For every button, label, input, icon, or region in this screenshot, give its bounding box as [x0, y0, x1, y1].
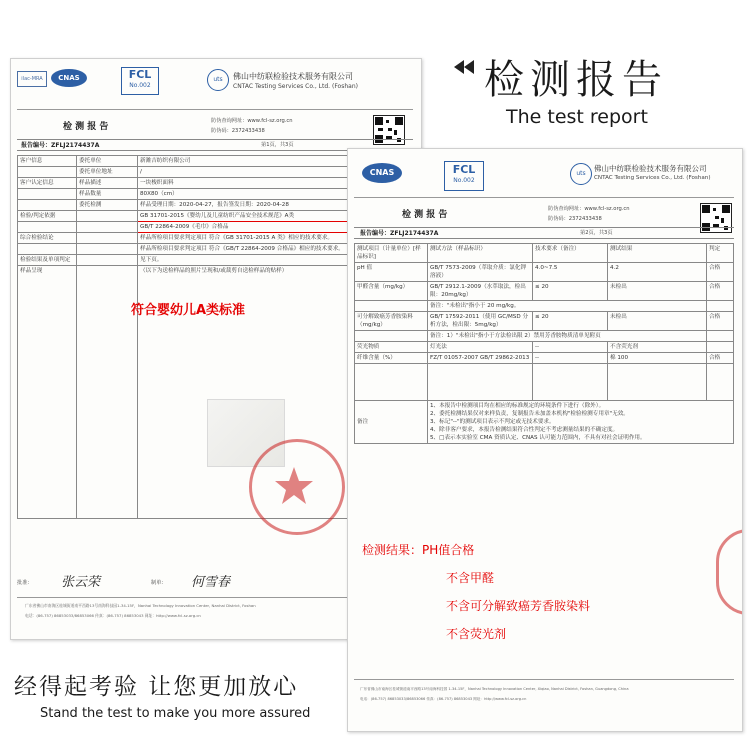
note-line: 3、标记"--"的测试项目表示不判定或无技术要求。 — [430, 419, 555, 425]
phone-line: 电话：(86-757) 86853033/86853066 传真：(86-757) 86853043 网址：http://www.fcl-sz.org.cn — [360, 697, 527, 701]
lab-name-cn: 佛山中纺联检验技术服务有限公司 — [594, 164, 707, 173]
report-number: 报告编号：ZFLJ2174437A — [21, 142, 100, 149]
report-title: 检 测 报 告 — [63, 122, 109, 132]
query-site: 防伪查询网址：www.fcl-sz.org.cn — [211, 118, 293, 124]
fcl-logo: FCL No.002 — [121, 67, 159, 95]
uts-logo: uts — [570, 163, 592, 185]
table-row: 样品所检项目要求判定项目 符合《GB/T 22864-2009 合格品》相应的技术要求。 — [18, 244, 413, 255]
table-row: 样品呈现 （以下为送检样品的照片呈现和/或裁剪自送检样品的贴样） — [18, 266, 413, 519]
approver-signature: 张云荣 — [61, 575, 101, 590]
query-site: 防伪查询网址：www.fcl-sz.org.cn — [548, 206, 630, 212]
report-number: 报告编号：ZFLJ2174437A — [360, 230, 439, 237]
report-page-2 — [347, 148, 743, 732]
official-seal-partial — [716, 529, 743, 615]
note-line: 2、委托检测结果仅对来样负责，复制报告未加盖本机构"检验检测专用章"无效。 — [430, 411, 629, 417]
result-line: 不含可分解致癌芳香胺染料 — [446, 599, 591, 613]
table-row: 检验/判定依据 GB 31701-2015《婴幼儿及儿童纺织产品安全技术规范》A类 — [18, 211, 413, 222]
page-title: 检测报告 — [484, 57, 668, 103]
approver-label: 批准： — [17, 580, 33, 586]
highlight-label: 符合婴幼儿A类标准 — [131, 303, 246, 318]
query-code: 防伪码：2372433438 — [548, 216, 602, 222]
cnas-logo: CNAS — [51, 69, 87, 87]
phone-line: 电话：(86-757) 86853033/86853066 传真：(86-757) 86853043 网址：http://www.fcl-sz.org.cn — [25, 613, 201, 618]
page-subtitle: The test report — [506, 106, 648, 128]
page-number: 第2页，共3页 — [580, 230, 613, 236]
note-line: 1、本报告中检测项目均在相应的标准规定的环境条件下进行（除外）。 — [430, 403, 605, 409]
table-row: 备注：1）"未检出"指小于方法检出限 2）禁用芳香胺物质清单见附页 — [355, 331, 734, 342]
lab-name-cn: 佛山中纺联检验技术服务有限公司 — [233, 72, 353, 81]
table-row: pH 值 GB/T 7573-2009（萃取介质：氯化钾溶液） 4.0~7.5 4.2 合格 — [355, 263, 734, 282]
footer-subtitle: Stand the test to make you more assured — [40, 706, 311, 721]
lab-name-en: CNTAC Testing Services Co., Ltd. (Foshan) — [233, 83, 358, 90]
result-line: 不含荧光剂 — [446, 627, 507, 641]
query-code: 防伪码：2372433438 — [211, 128, 265, 134]
ilac-logo: ilac-MRA — [17, 71, 47, 87]
footer-title: 经得起考验 让您更加放心 — [14, 674, 299, 700]
table-row: 客户认定信息 样品描述 一块梭织面料 — [18, 178, 413, 189]
table-header-row: 测试项目（计量单位）[样品标识] 测试方法（样品标识） 技术要求（备注） 测试结果 判定 — [355, 244, 734, 263]
maker-signature: 何雪春 — [191, 575, 231, 590]
notes-row: 备注 1、本报告中检测项目均在相应的标准规定的环境条件下进行（除外）。 2、委托检测结果仅对来样负责，复制报告未加盖本机构"检验检测专用章"无效。 3、标记"--"的测试项目表示不判定或无技术要求。 4、除非客户要求，本报告检测结果符合性判定不考虑测量结果的不确定度。 5、□表示本实验室 CMA 资质认定、CNAS 认可能力范围内，不具有对社会证明作用。 — [355, 401, 734, 444]
table-row: 样品数量 80X80（cm） — [18, 189, 413, 200]
table-row: 委托单位地址 / — [18, 167, 413, 178]
table-row: 荧光物质 灯光法 -- 不含荧光剂 — [355, 342, 734, 353]
maker-label: 制单： — [151, 580, 167, 586]
table-row: 甲醛含量（mg/kg） GB/T 2912.1-2009（水萃取法，检出限：20mg/kg） ≤ 20 未检出 合格 — [355, 282, 734, 301]
table-row: 检验结果及单项判定 见下页。 — [18, 255, 413, 266]
table-row — [355, 364, 734, 401]
fcl-logo: FCL No.002 — [444, 161, 484, 191]
note-line: 5、□表示本实验室 CMA 资质认定、CNAS 认可能力范围内，不具有对社会证明作用。 — [430, 435, 646, 441]
report-title: 检 测 报 告 — [402, 210, 448, 220]
table-row: GB/T 22864-2009《毛巾》合格品 — [18, 222, 413, 233]
table-row: 备注："未检出"指小于 20 mg/kg。 — [355, 301, 734, 312]
table-row: 委托检测 样品受理日期：2020-04-27，报告签发日期：2020-04-28 — [18, 200, 413, 211]
table-row: 综合检验结论 样品所检项目要求判定项目 符合《GB 31701-2015 A 类》相应的技术要求。 — [18, 233, 413, 244]
result-summary-title: 检测结果：PH值合格 — [362, 543, 475, 557]
table-row: 纤维含量（%） FZ/T 01057-2007 GB/T 29862-2013 -- 棉 100 合格 — [355, 353, 734, 364]
table-row: 客户信息 委托单位 新潍吉纺织有限公司 — [18, 156, 413, 167]
cnas-logo: CNAS — [362, 163, 402, 183]
address-line: 广东省佛山市南海区桂城街道南平西路13号南海科技园 1-34-15F，Nanhai Technology Innovation Center, Xiqiao, Nanhai District, Foshan, Guangdong, China — [360, 687, 629, 691]
result-line: 不含甲醛 — [446, 571, 495, 585]
uts-logo: uts — [207, 69, 229, 91]
address-line: 广东省佛山市南海区桂城街道南平西路13号南海科技园1-34-15F，Nanhai Technology Innovation Center, Nanhai District, Foshan — [25, 603, 256, 608]
page-number: 第1页，共3页 — [261, 142, 294, 148]
table-row: 可分解致癌芳香胺染料（mg/kg） GB/T 17592-2011（使用 GC/MSD 分析方法，检出限：5mg/kg） ≤ 20 未检出 合格 — [355, 312, 734, 331]
lab-name-en: CNTAC Testing Services Co., Ltd. (Foshan) — [594, 175, 711, 181]
header-rewind-icon — [452, 58, 476, 76]
results-table — [354, 243, 734, 444]
note-line: 4、除非客户要求，本报告检测结果符合性判定不考虑测量结果的不确定度。 — [430, 427, 619, 433]
official-seal — [249, 439, 345, 535]
